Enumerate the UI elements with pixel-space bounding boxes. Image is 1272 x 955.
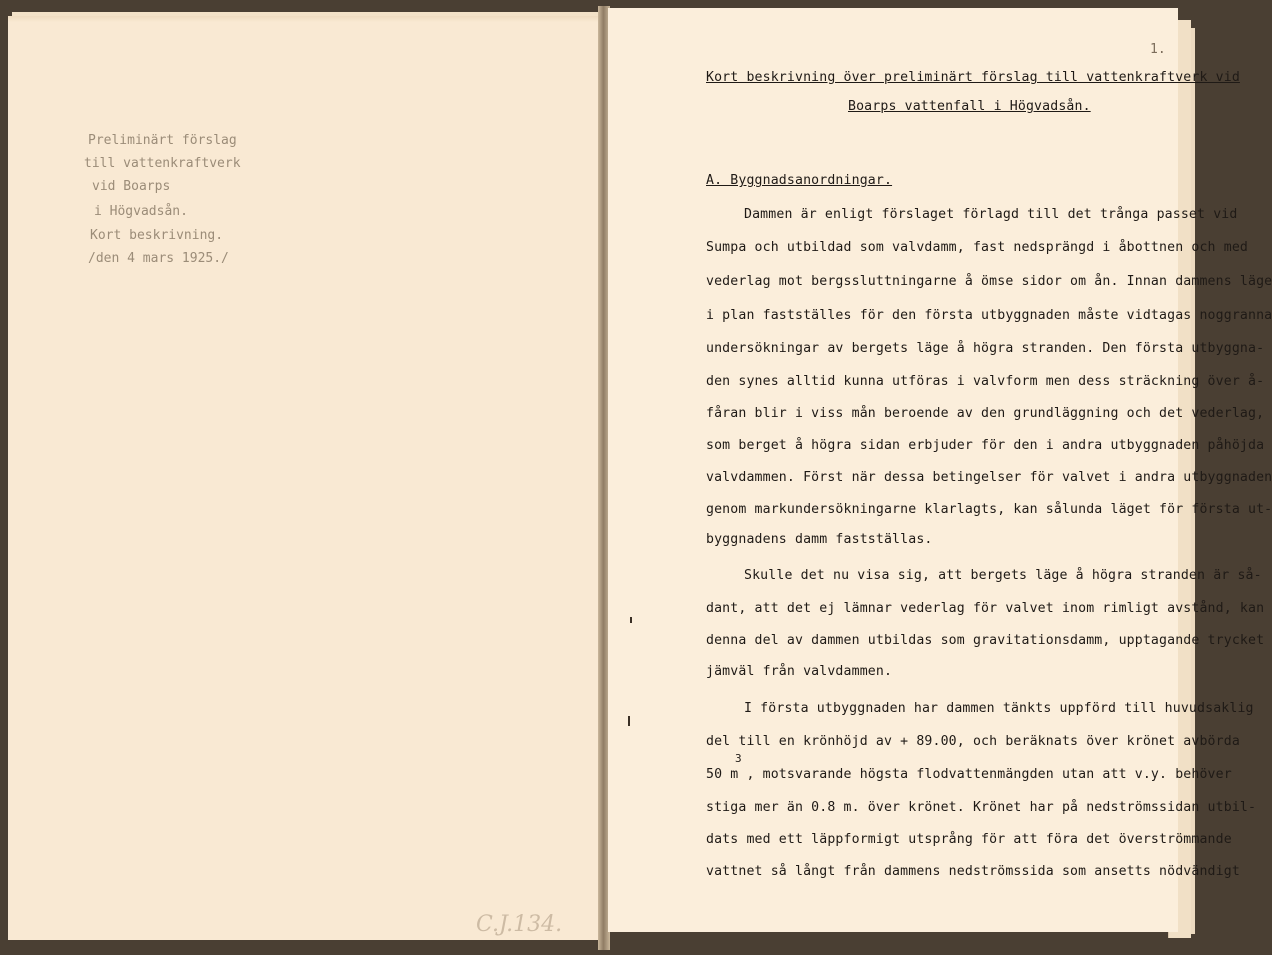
left-label-line-1: Preliminärt förslag — [88, 133, 237, 148]
body-line: dant, att det ej lämnar vederlag för valvet inom rimligt avstånd, kan — [706, 601, 1265, 616]
body-line: 50 m , motsvarande högsta flodvattenmängden utan att v.y. behöver — [706, 767, 1232, 782]
left-label-line-5: Kort beskrivning. — [90, 228, 224, 243]
body-line: Skulle det nu visa sig, att bergets läge å högra stranden är så- — [744, 568, 1262, 583]
left-label-line-6: /den 4 mars 1925./ — [88, 251, 229, 266]
body-line: Dammen är enligt förslaget förlagd till det trånga passet vid — [744, 207, 1238, 222]
left-page — [8, 16, 601, 940]
body-line: del till en krönhöjd av + 89.00, och beräknats över krönet avbörda — [706, 734, 1240, 749]
superscript-three: 3 — [735, 752, 742, 765]
body-line: jämväl från valvdammen. — [706, 664, 893, 679]
body-line: byggnadens damm fastställas. — [706, 532, 933, 547]
left-label-line-4: i Högvadsån. — [94, 204, 188, 219]
body-line: genom markundersökningarne klarlagts, kan sålunda läget för första ut- — [706, 502, 1272, 517]
body-line: stiga mer än 0.8 m. över krönet. Krönet har på nedströmssidan utbil- — [706, 800, 1257, 815]
body-line: fåran blir i viss mån beroende av den grundläggning och det vederlag, — [706, 406, 1265, 421]
body-line: I första utbyggnaden har dammen tänkts uppförd till huvudsaklig — [744, 701, 1254, 716]
handwritten-archive-number: C.J.134. — [476, 912, 563, 937]
section-heading: A. Byggnadsanordningar. — [706, 173, 893, 188]
body-line: som berget å högra sidan erbjuder för den i andra utbyggnaden påhöjda — [706, 438, 1265, 453]
body-line: denna del av dammen utbildas som gravitationsdamm, upptagande trycket — [706, 633, 1265, 648]
body-line: i plan fastställes för den första utbyggnaden måste vidtagas noggranna — [706, 308, 1272, 323]
document-title-line-2: Boarps vattenfall i Högvadsån. — [848, 99, 1091, 114]
body-line: valvdammen. Först när dessa betingelser för valvet i andra utbyggnaden — [706, 470, 1272, 485]
margin-mark — [630, 617, 632, 623]
page-number: 1. — [1150, 42, 1166, 57]
body-line: undersökningar av bergets läge å högra stranden. Den första utbyggna- — [706, 341, 1265, 356]
margin-mark — [628, 716, 630, 726]
left-label-line-3: vid Boarps — [92, 179, 171, 194]
body-line: Sumpa och utbildad som valvdamm, fast nedsprängd i åbottnen och med — [706, 240, 1248, 255]
document-title-line-1: Kort beskrivning över preliminärt förslag till vattenkraftverk vid — [706, 70, 1240, 85]
body-line: vederlag mot bergssluttningarne å ömse sidor om ån. Innan dammens läge — [706, 274, 1272, 289]
body-line: dats med ett läppformigt utsprång för att föra det överströmmande — [706, 832, 1232, 847]
body-line: vattnet så långt från dammens nedströmssida som ansetts nödvändigt — [706, 864, 1240, 879]
body-line: den synes alltid kunna utföras i valvform men dess sträckning över å- — [706, 374, 1265, 389]
left-label-line-2: till vattenkraftverk — [84, 156, 241, 171]
